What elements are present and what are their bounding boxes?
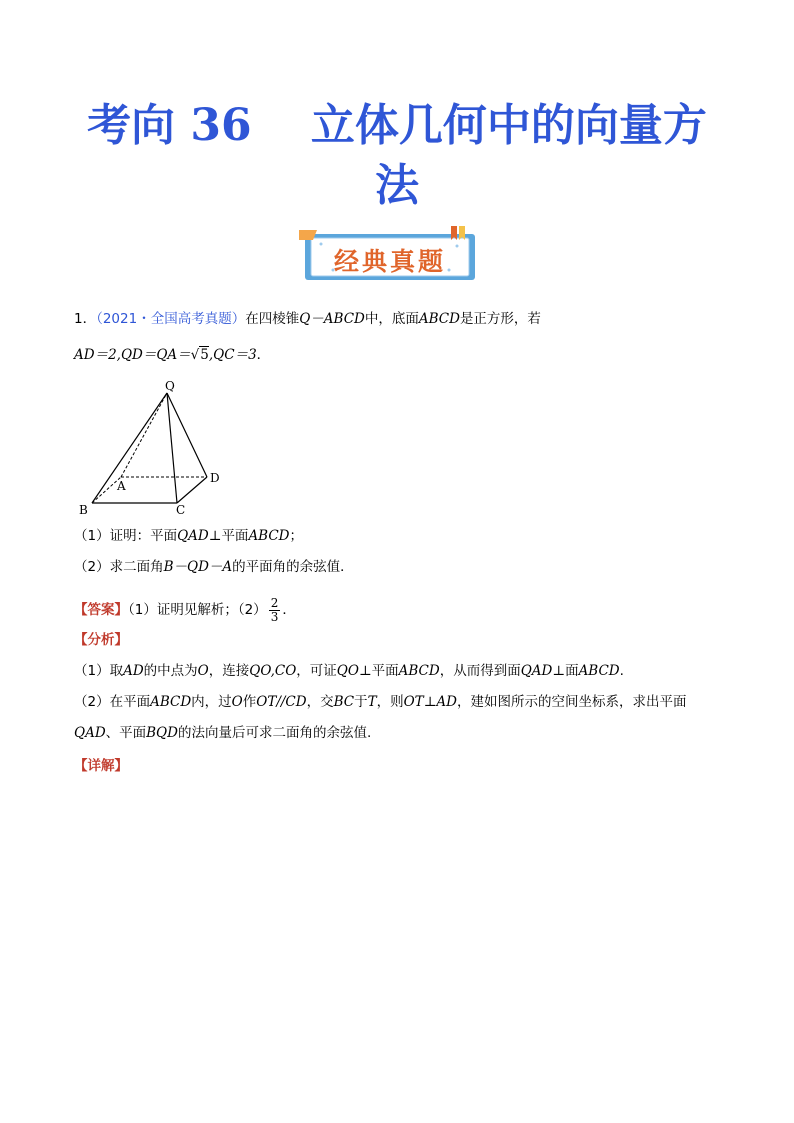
label-q: Q bbox=[165, 379, 175, 393]
analysis-line-1: （1）取AD的中点为O，连接QO,CO，可证QO⊥平面ABCD，从而得到面QAD⊥面ABCD. bbox=[74, 663, 624, 679]
analysis-tag-line bbox=[74, 630, 128, 650]
title-line-1: 考向 36 立体几何中的向量方 bbox=[87, 100, 707, 151]
analysis-tag: 【分析】 bbox=[74, 632, 128, 648]
label-a: A bbox=[117, 479, 126, 493]
edge-qb bbox=[92, 393, 167, 503]
problem-source: 2021・全国高考真题 bbox=[102, 311, 232, 327]
answer-fraction: $\frac{2}{3}$ bbox=[270, 595, 279, 624]
page-title bbox=[60, 96, 734, 216]
detail-tag-line bbox=[74, 756, 128, 776]
analysis-line-2: （2）在平面ABCD内，过O作OT//CD，交BC于T，则OT⊥AD，建如图所示的空间坐标系，求出平面 bbox=[74, 694, 687, 710]
edge-cd bbox=[177, 477, 207, 503]
banner-label: 经典真题 bbox=[333, 247, 446, 276]
answer-line: 【答案】（1）证明见解析；（2） $\frac{2}{3}$ ． bbox=[74, 595, 296, 624]
problem-conditions: AD＝2,QD＝QA＝√5,QC＝3． bbox=[74, 347, 271, 363]
analysis-line-3: QAD、平面BQD的法向量后可求二面角的余弦值. bbox=[74, 725, 372, 741]
label-d: D bbox=[210, 471, 220, 485]
problem-part-2: （2）求二面角B－QD－A的平面角的余弦值． bbox=[74, 559, 354, 575]
title-line-2: 法 bbox=[375, 160, 419, 211]
pyramid-figure bbox=[74, 376, 234, 516]
section-banner bbox=[299, 226, 481, 284]
label-c: C bbox=[176, 503, 186, 516]
problem-part-1: （1）证明：平面QAD⊥平面ABCD； bbox=[74, 528, 304, 544]
answer-tag: 【答案】 bbox=[74, 602, 128, 618]
label-b: B bbox=[79, 503, 88, 516]
detail-tag: 【详解】 bbox=[74, 758, 128, 774]
problem-stem-line-1: 1．（2021・全国高考真题）在四棱锥Q－ABCD中，底面ABCD是正方形，若 bbox=[74, 311, 541, 327]
edge-qa bbox=[121, 393, 167, 477]
